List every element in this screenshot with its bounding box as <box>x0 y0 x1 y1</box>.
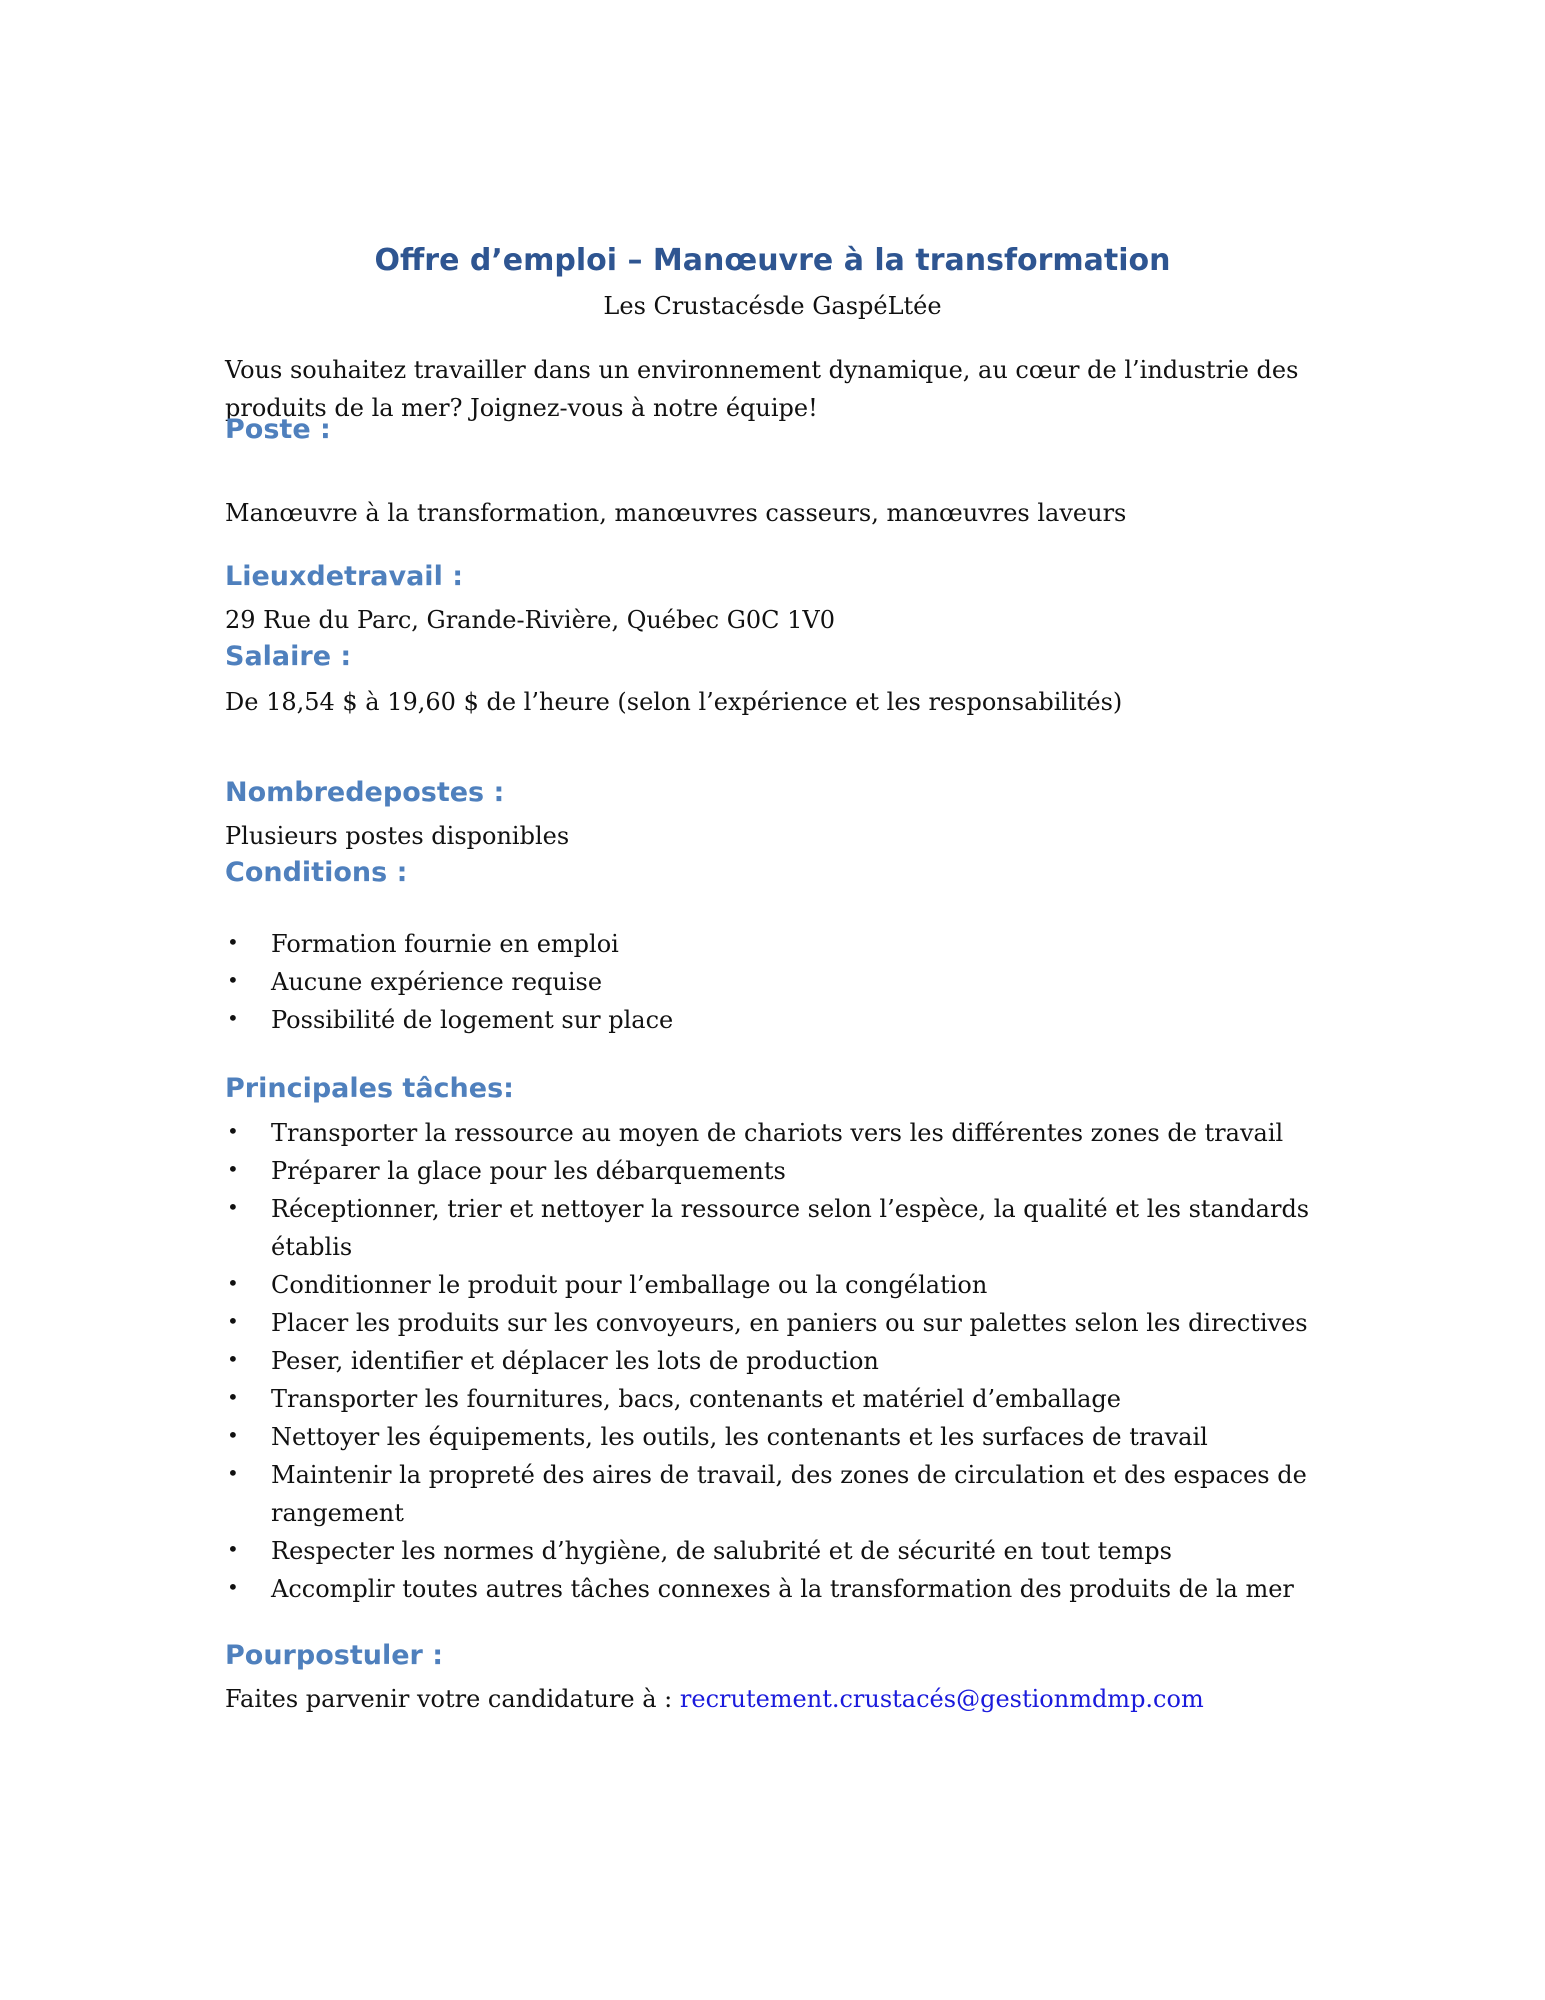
bullet-icon: • <box>227 1537 239 1561</box>
bullet-icon: • <box>227 1006 239 1030</box>
taches-heading: Principales tâches: <box>225 1073 514 1104</box>
list-item: • Placer les produits sur les convoyeurs, en paniers ou sur palettes selon les directives <box>225 1304 1325 1342</box>
list-item: • Respecter les normes d’hygiène, de salubrité et de sécurité en tout temps <box>225 1532 1325 1570</box>
salaire-heading: Salaire : <box>225 641 352 672</box>
conditions-list <box>225 925 1325 1039</box>
bullet-icon: • <box>227 1385 239 1409</box>
postuler-heading: Pourpostuler : <box>225 1640 444 1671</box>
nombre-heading: Nombredepostes : <box>225 777 505 808</box>
poste-value: Manœuvre à la transformation, manœuvres casseurs, manœuvres laveurs <box>225 499 1127 527</box>
postuler-text: Faites parvenir votre candidature à : <box>225 1685 673 1713</box>
bullet-icon: • <box>227 1347 239 1371</box>
list-item: • Transporter la ressource au moyen de chariots vers les différentes zones de travail <box>225 1114 1325 1152</box>
bullet-icon: • <box>227 1575 239 1599</box>
postuler-line <box>225 1680 1325 1718</box>
taches-list <box>225 1114 1325 1608</box>
email-link[interactable]: recrutement.crustacés@gestionmdmp.com <box>679 1685 1204 1713</box>
list-item: • Formation fournie en emploi <box>225 925 1325 963</box>
nombre-value: Plusieurs postes disponibles <box>225 822 570 850</box>
company-name: Les Crustacésde GaspéLtée <box>603 292 942 320</box>
list-item: • Transporter les fournitures, bacs, contenants et matériel d’emballage <box>225 1380 1325 1418</box>
bullet-icon: • <box>227 1271 239 1295</box>
bullet-icon: • <box>227 1423 239 1447</box>
lieux-value: 29 Rue du Parc, Grande-Rivière, Québec G0C 1V0 <box>225 606 836 634</box>
list-item: • Maintenir la propreté des aires de travail, des zones de circulation et des espaces de rangement <box>225 1456 1325 1532</box>
poste-heading: Poste : <box>225 414 331 445</box>
document-title: Offre d’emploi – Manœuvre à la transformation <box>374 243 1171 278</box>
list-item: • Préparer la glace pour les débarquements <box>225 1152 1325 1190</box>
list-item: • Peser, identifier et déplacer les lots de production <box>225 1342 1325 1380</box>
list-item: • Réceptionner, trier et nettoyer la ressource selon l’espèce, la qualité et les standards établis <box>225 1190 1325 1266</box>
list-item: • Accomplir toutes autres tâches connexes à la transformation des produits de la mer <box>225 1570 1325 1608</box>
bullet-icon: • <box>227 968 239 992</box>
list-item: • Conditionner le produit pour l’emballage ou la congélation <box>225 1266 1325 1304</box>
list-item: • Possibilité de logement sur place <box>225 1001 1325 1039</box>
list-item: • Nettoyer les équipements, les outils, les contenants et les surfaces de travail <box>225 1418 1325 1456</box>
salaire-value: De 18,54 $ à 19,60 $ de l’heure (selon l’expérience et les responsabilités) <box>225 688 1123 716</box>
bullet-icon: • <box>227 1119 239 1143</box>
bullet-icon: • <box>227 1195 239 1219</box>
bullet-icon: • <box>227 1309 239 1333</box>
conditions-heading: Conditions : <box>225 857 408 888</box>
intro-paragraph: Vous souhaitez travailler dans un environnement dynamique, au cœur de l’industrie des produits de la mer? Joignez-vous à notre équipe! <box>225 356 1299 422</box>
bullet-icon: • <box>227 1157 239 1181</box>
list-item: • Aucune expérience requise <box>225 963 1325 1001</box>
bullet-icon: • <box>227 1461 239 1485</box>
bullet-icon: • <box>227 930 239 954</box>
lieux-heading: Lieuxdetravail : <box>225 561 464 592</box>
